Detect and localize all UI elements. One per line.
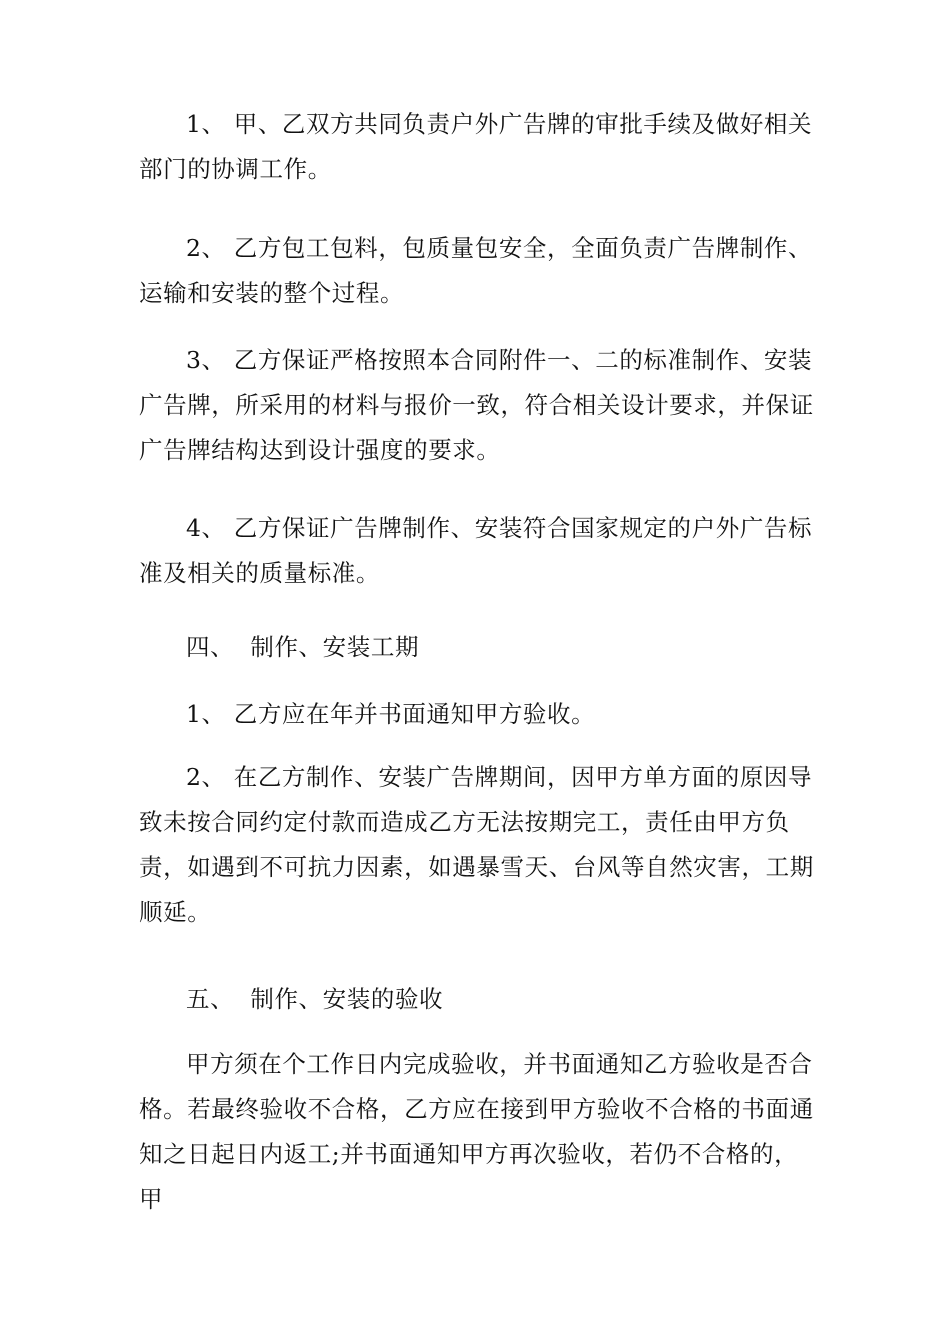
section-5-heading: 五、 制作、安装的验收 [186,985,444,1013]
section-4-item-1: 1、 乙方应在年并书面通知甲方验收。 [186,700,596,728]
section-4-heading: 四、 制作、安装工期 [186,633,420,661]
paragraph-4: 4、 乙方保证广告牌制作、安装符合国家规定的户外广告标准及相关的质量标准。 [139,514,813,587]
section-5-text: 甲方须在个工作日内完成验收，并书面通知乙方验收是否合格。若最终验收不合格，乙方应在接到甲方验收不合格的书面通知之日起日内返工;并书面通知甲方再次验收，若仍不合格的， 甲 [139,1050,814,1213]
paragraph-3: 3、 乙方保证严格按照本合同附件一、二的标准制作、安装广告牌，所采用的材料与报价一致，符合相关设计要求，并保证广告牌结构达到设计强度的要求。 [139,346,814,464]
paragraph-1: 1、 甲、乙双方共同负责户外广告牌的审批手续及做好相关部门的协调工作。 [139,110,813,183]
section-4-item-2: 2、 在乙方制作、安装广告牌期间，因甲方单方面的原因导致未按合同约定付款而造成乙方无法按期完工，责任由甲方负责，如遇到不可抗力因素，如遇暴雪天、台风等自然灾害，工期顺延。 [139,763,814,926]
paragraph-2: 2、 乙方包工包料，包质量包安全，全面负责广告牌制作、运输和安装的整个过程。 [139,234,813,307]
